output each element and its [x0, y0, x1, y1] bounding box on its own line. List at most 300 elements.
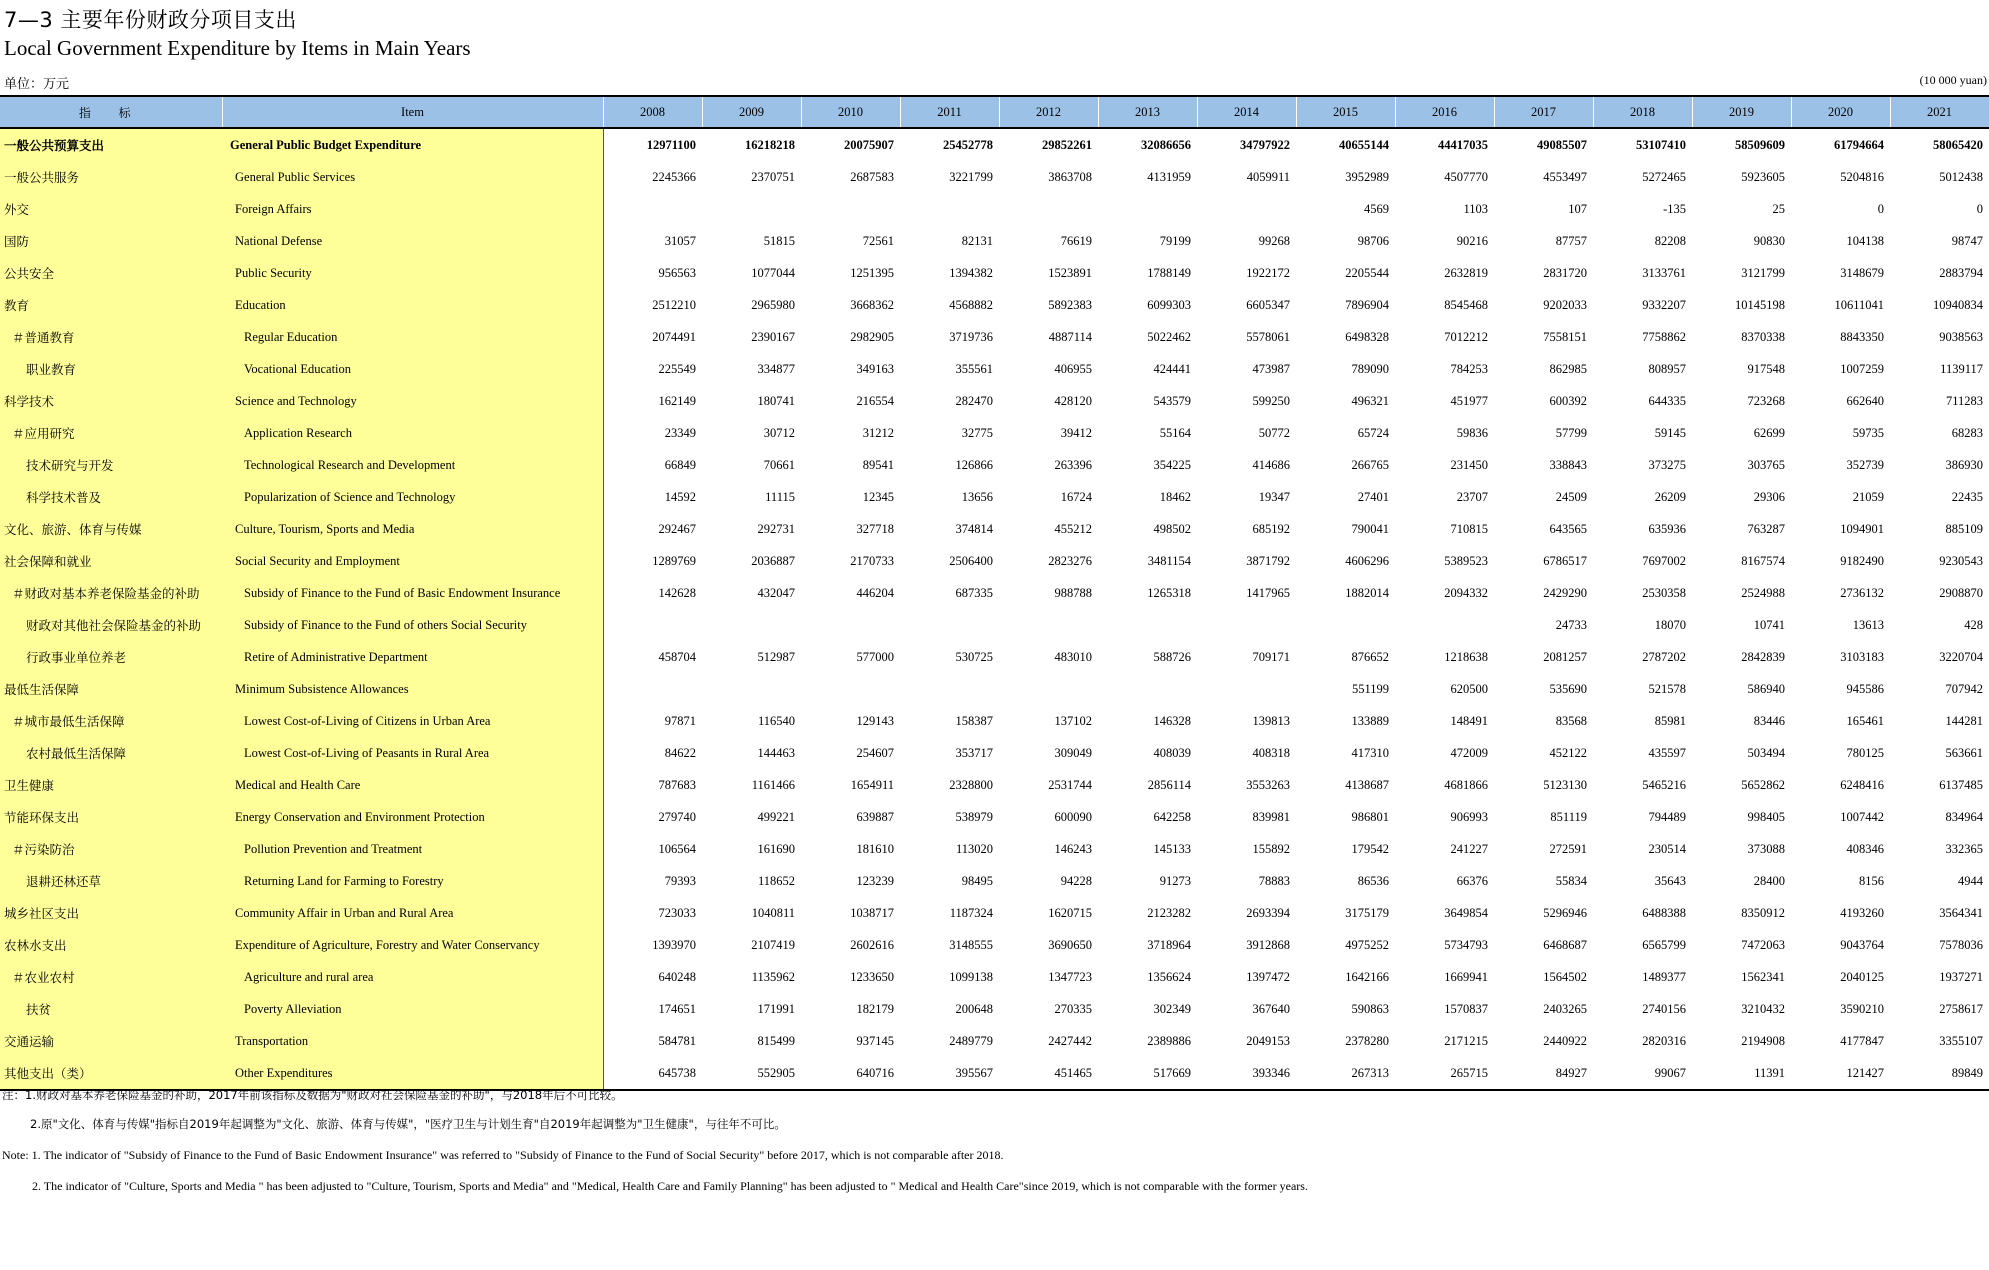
table-cell-value: 2787202 [1642, 649, 1686, 664]
table-cell-value: 97871 [664, 713, 696, 728]
row-indicator-cn: ＃普通教育 [0, 321, 222, 353]
table-cell-value: 3952989 [1345, 169, 1389, 184]
table-cell-value: 59145 [1654, 425, 1686, 440]
table-cell-value: 5578061 [1246, 329, 1290, 344]
table-cell-value: 327718 [856, 521, 894, 536]
header-year: 2021 [1890, 96, 1989, 128]
table-cell-value: 20075907 [844, 137, 894, 152]
table-cell-value: 2982905 [850, 329, 894, 344]
row-item-en: Application Research [222, 417, 603, 449]
row-indicator-cn: 一般公共预算支出 [0, 128, 222, 161]
table-cell-value: 834964 [1945, 809, 1983, 824]
table-cell-value: 66376 [1456, 873, 1488, 888]
table-cell-value: 84622 [664, 745, 696, 760]
table-cell-value: 552905 [702, 1057, 801, 1090]
table-cell-value: 986801 [1351, 809, 1389, 824]
table-cell-value: 3553263 [1246, 777, 1290, 792]
table-cell-value: 231450 [1450, 457, 1488, 472]
table-cell-value: 267313 [1296, 1057, 1395, 1090]
table-cell-value: 2524988 [1741, 585, 1785, 600]
table-cell-value: 5012438 [1939, 169, 1983, 184]
table-cell-value: 9182490 [1840, 553, 1884, 568]
row-item-en: Education [222, 289, 603, 321]
table-cell-value: 543579 [1153, 393, 1191, 408]
table-row [0, 1025, 1989, 1057]
table-cell-value: 303765 [1747, 457, 1785, 472]
table-cell-value: 2194908 [1741, 1033, 1785, 1048]
table-cell-value: 270335 [1054, 1001, 1092, 1016]
table-cell-value [900, 673, 999, 705]
table-cell-value: 432047 [757, 585, 795, 600]
table-cell-value [1197, 673, 1296, 705]
table-cell-value: 116540 [757, 713, 795, 728]
table-row [0, 513, 1989, 545]
table-cell-value [801, 673, 900, 705]
table-cell-value: 84927 [1494, 1057, 1593, 1090]
header-item: Item [222, 96, 603, 128]
table-cell-value: 58509609 [1735, 137, 1785, 152]
table-cell-value: 3148679 [1840, 265, 1884, 280]
table-cell-value: 4568882 [949, 297, 993, 312]
table-cell-value: 7697002 [1642, 553, 1686, 568]
table-cell-value: 32775 [961, 425, 993, 440]
table-cell-value: 7896904 [1345, 297, 1389, 312]
header-year: 2009 [702, 96, 801, 128]
row-item-en: Poverty Alleviation [222, 993, 603, 1025]
table-cell-value: 483010 [1054, 649, 1092, 664]
table-cell-value: 129143 [856, 713, 894, 728]
table-cell-value: 83568 [1555, 713, 1587, 728]
table-cell-value: 3718964 [1147, 937, 1191, 952]
table-row [0, 769, 1989, 801]
row-indicator-cn: ＃城市最低生活保障 [0, 705, 222, 737]
row-item-en: Culture, Tourism, Sports and Media [222, 513, 603, 545]
table-cell-value: 499221 [757, 809, 795, 824]
row-indicator-cn: 卫生健康 [0, 769, 222, 801]
table-cell-value: 1570837 [1444, 1001, 1488, 1016]
table-cell-value: 588726 [1153, 649, 1191, 664]
table-cell-value: 988788 [1054, 585, 1092, 600]
table-cell-value: 4138687 [1345, 777, 1389, 792]
row-item-en: Subsidy of Finance to the Fund of Basic Endowment Insurance [222, 577, 603, 609]
row-indicator-cn: ＃应用研究 [0, 417, 222, 449]
table-cell-value: 5022462 [1147, 329, 1191, 344]
table-cell-value: 2856114 [1147, 777, 1191, 792]
table-cell-value: 59836 [1456, 425, 1488, 440]
table-cell-value: 90830 [1753, 233, 1785, 248]
table-cell-value: 5734793 [1444, 937, 1488, 952]
table-cell-value: 123239 [856, 873, 894, 888]
table-cell-value: 16218218 [745, 137, 795, 152]
row-item-en: Regular Education [222, 321, 603, 353]
table-cell-value: 1139117 [1940, 361, 1983, 376]
table-cell-value: 1077044 [751, 265, 795, 280]
table-cell-value: 3133761 [1642, 265, 1686, 280]
table-cell-value: 2205544 [1345, 265, 1389, 280]
table-cell-value: 302349 [1153, 1001, 1191, 1016]
table-cell-value: 3590210 [1840, 1001, 1884, 1016]
table-cell-value: 685192 [1252, 521, 1290, 536]
table-cell-value: 144281 [1945, 713, 1983, 728]
table-cell-value: 28400 [1753, 873, 1785, 888]
table-cell-value: 2040125 [1840, 969, 1884, 984]
table-cell-value: 2328800 [949, 777, 993, 792]
table-cell-value: 55164 [1159, 425, 1191, 440]
table-cell-value: 35643 [1654, 873, 1686, 888]
table-cell-value: 266765 [1351, 457, 1389, 472]
row-item-en: Social Security and Employment [222, 545, 603, 577]
table-cell-value: 2530358 [1642, 585, 1686, 600]
table-cell-value: 424441 [1153, 361, 1191, 376]
table-cell-value: 1356624 [1147, 969, 1191, 984]
table-cell-value: 2427442 [1048, 1033, 1092, 1048]
table-cell-value: 2758617 [1939, 1001, 1983, 1016]
table-cell-value: 332365 [1945, 841, 1983, 856]
table-cell-value: 2123282 [1147, 905, 1191, 920]
header-year: 2020 [1791, 96, 1890, 128]
table-cell-value: 452122 [1549, 745, 1587, 760]
table-cell-value: 57799 [1555, 425, 1587, 440]
table-cell-value: 6488388 [1642, 905, 1686, 920]
table-cell-value: 62699 [1753, 425, 1785, 440]
table-cell-value [603, 609, 702, 641]
row-indicator-cn: 财政对其他社会保险基金的补助 [0, 609, 222, 641]
table-cell-value: 3103183 [1840, 649, 1884, 664]
table-cell-value: 137102 [1054, 713, 1092, 728]
table-cell-value: 1038717 [850, 905, 894, 920]
row-item-en: Pollution Prevention and Treatment [222, 833, 603, 865]
table-cell-value: 2403265 [1543, 1001, 1587, 1016]
table-cell-value: 2908870 [1939, 585, 1983, 600]
table-cell-value: 104138 [1846, 233, 1884, 248]
table-cell-value: 6565799 [1642, 937, 1686, 952]
table-cell-value: 4507770 [1444, 169, 1488, 184]
table-cell-value: 29852261 [1042, 137, 1092, 152]
table-cell-value: 451977 [1450, 393, 1488, 408]
table-cell-value: 2107419 [751, 937, 795, 952]
table-cell-value: 5389523 [1444, 553, 1488, 568]
table-cell-value: 2489779 [949, 1033, 993, 1048]
table-cell-value: 24509 [1555, 489, 1587, 504]
table-cell-value [702, 609, 801, 641]
table-cell-value: 50772 [1258, 425, 1290, 440]
table-cell-value: 82208 [1654, 233, 1686, 248]
table-cell-value: 40655144 [1339, 137, 1389, 152]
table-cell-value: 265715 [1395, 1057, 1494, 1090]
note-cn-2: 2.原"文化、体育与传媒"指标自2019年起调整为"文化、旅游、体育与传媒"，"医疗卫生与计划生育"自2019年起调整为"卫生健康"，与往年不可比。 [30, 1117, 786, 1131]
table-cell-value: 1393970 [652, 937, 696, 952]
row-item-en: Other Expenditures [222, 1057, 603, 1090]
table-cell-value: 1564502 [1543, 969, 1587, 984]
table-cell-value [1197, 609, 1296, 641]
table-cell-value: 373275 [1648, 457, 1686, 472]
expenditure-table [0, 95, 1989, 1091]
row-indicator-cn: ＃污染防治 [0, 833, 222, 865]
table-cell-value: 780125 [1846, 745, 1884, 760]
table-cell-value: 2171215 [1444, 1033, 1488, 1048]
table-cell-value: 723268 [1747, 393, 1785, 408]
table-cell-value [900, 609, 999, 641]
table-cell-value: 517669 [1098, 1057, 1197, 1090]
table-cell-value: 352739 [1846, 457, 1884, 472]
table-cell-value: 145133 [1153, 841, 1191, 856]
row-indicator-cn: 城乡社区支出 [0, 897, 222, 929]
table-cell-value: 107 [1568, 201, 1587, 216]
table-cell-value: 635936 [1648, 521, 1686, 536]
table-cell-value: 414686 [1252, 457, 1290, 472]
table-cell-value: 551199 [1351, 681, 1389, 696]
table-cell-value: 179542 [1351, 841, 1389, 856]
table-cell-value: 643565 [1549, 521, 1587, 536]
table-cell-value: 1187324 [949, 905, 993, 920]
table-row [0, 417, 1989, 449]
table-cell-value: 31212 [862, 425, 894, 440]
row-item-en: Lowest Cost-of-Living of Peasants in Rural Area [222, 737, 603, 769]
table-row [0, 737, 1989, 769]
table-cell-value [999, 609, 1098, 641]
table-cell-value: 76619 [1060, 233, 1092, 248]
table-cell-value: 200648 [955, 1001, 993, 1016]
table-cell-value: 5123130 [1543, 777, 1587, 792]
table-cell-value: 58065420 [1933, 137, 1983, 152]
table-cell-value: 642258 [1153, 809, 1191, 824]
table-cell-value: 386930 [1945, 457, 1983, 472]
table-cell-value: 6468687 [1543, 937, 1587, 952]
row-indicator-cn: 国防 [0, 225, 222, 257]
table-cell-value: 839981 [1252, 809, 1290, 824]
table-cell-value: 10611041 [1834, 297, 1884, 312]
row-indicator-cn: 外交 [0, 193, 222, 225]
table-cell-value: 98706 [1357, 233, 1389, 248]
row-indicator-cn: 农林水支出 [0, 929, 222, 961]
table-cell-value: 1099138 [949, 969, 993, 984]
table-cell-value: 98747 [1951, 233, 1983, 248]
table-cell-value: 4059911 [1246, 169, 1290, 184]
row-item-en: Foreign Affairs [222, 193, 603, 225]
header-year: 2011 [900, 96, 999, 128]
table-cell-value: 29306 [1753, 489, 1785, 504]
table-cell-value: 292467 [658, 521, 696, 536]
row-indicator-cn: 扶贫 [0, 993, 222, 1025]
table-cell-value: 78883 [1258, 873, 1290, 888]
row-indicator-cn: 技术研究与开发 [0, 449, 222, 481]
table-cell-value: 272591 [1549, 841, 1587, 856]
row-indicator-cn: ＃财政对基本养老保险基金的补助 [0, 577, 222, 609]
row-item-en: Transportation [222, 1025, 603, 1057]
table-cell-value: 428 [1964, 617, 1983, 632]
table-cell-value: 158387 [955, 713, 993, 728]
table-cell-value: 7578036 [1939, 937, 1983, 952]
table-cell-value: 86536 [1357, 873, 1389, 888]
table-cell-value: 0 [1877, 201, 1884, 216]
table-cell-value: 2506400 [949, 553, 993, 568]
table-cell-value: 22435 [1951, 489, 1983, 504]
table-cell-value: 620500 [1450, 681, 1488, 696]
table-cell-value: 5923605 [1741, 169, 1785, 184]
table-cell-value [1098, 193, 1197, 225]
table-row [0, 673, 1989, 705]
row-item-en: Technological Research and Development [222, 449, 603, 481]
table-cell-value: 600090 [1054, 809, 1092, 824]
table-cell-value: 34797922 [1240, 137, 1290, 152]
table-cell-value: 3481154 [1147, 553, 1191, 568]
table-cell-value: 3175179 [1345, 905, 1389, 920]
table-cell-value: 7758862 [1642, 329, 1686, 344]
table-cell-value: 1233650 [850, 969, 894, 984]
table-cell-value: 8545468 [1444, 297, 1488, 312]
table-cell-value: 2693394 [1246, 905, 1290, 920]
table-cell-value: 428120 [1054, 393, 1092, 408]
table-cell-value: 309049 [1054, 745, 1092, 760]
table-cell-value: 395567 [900, 1057, 999, 1090]
header-year: 2014 [1197, 96, 1296, 128]
table-cell-value: 121427 [1791, 1057, 1890, 1090]
table-cell-value: 334877 [757, 361, 795, 376]
table-cell-value: 723033 [658, 905, 696, 920]
table-cell-value: 446204 [856, 585, 894, 600]
table-cell-value: 5652862 [1741, 777, 1785, 792]
table-cell-value: 640716 [801, 1057, 900, 1090]
table-cell-value: 148491 [1450, 713, 1488, 728]
table-cell-value: 393346 [1197, 1057, 1296, 1090]
table-cell-value: 13656 [961, 489, 993, 504]
table-cell-value: 8370338 [1741, 329, 1785, 344]
table-cell-value: 19347 [1258, 489, 1290, 504]
row-indicator-cn: 节能环保支出 [0, 801, 222, 833]
page-title-english: Local Government Expenditure by Items in Main Years [4, 36, 471, 60]
table-cell-value: 144463 [757, 745, 795, 760]
table-cell-value: 2823276 [1048, 553, 1092, 568]
table-cell-value: 65724 [1357, 425, 1389, 440]
table-cell-value: 79199 [1159, 233, 1191, 248]
table-cell-value: 7558151 [1543, 329, 1587, 344]
table-cell-value: 1788149 [1147, 265, 1191, 280]
table-cell-value: 282470 [955, 393, 993, 408]
table-cell-value: 9332207 [1642, 297, 1686, 312]
table-cell-value: 2370751 [751, 169, 795, 184]
row-item-en: Agriculture and rural area [222, 961, 603, 993]
table-cell-value: 3355107 [1939, 1033, 1983, 1048]
header-year: 2016 [1395, 96, 1494, 128]
table-cell-value: 1218638 [1444, 649, 1488, 664]
row-indicator-cn: 农村最低生活保障 [0, 737, 222, 769]
note-en-1: Note: 1. The indicator of "Subsidy of Finance to the Fund of Basic Endowment Insurance" was referred to "Subsidy of Finance to the Fund of Social Security" before 2017, which is not comparable after 2018. [2, 1148, 1004, 1162]
table-cell-value: 161690 [757, 841, 795, 856]
table-cell-value [1296, 609, 1395, 641]
table-cell-value: 3564341 [1939, 905, 1983, 920]
table-cell-value: 1135962 [751, 969, 795, 984]
table-cell-value: 2531744 [1048, 777, 1092, 792]
row-item-en: General Public Services [222, 161, 603, 193]
table-cell-value: 3690650 [1048, 937, 1092, 952]
table-cell-value [999, 673, 1098, 705]
table-cell-value: 174651 [658, 1001, 696, 1016]
table-cell-value: 644335 [1648, 393, 1686, 408]
table-cell-value: 254607 [856, 745, 894, 760]
table-cell-value: 355561 [955, 361, 993, 376]
table-cell-value: 4131959 [1147, 169, 1191, 184]
table-cell-value: 87757 [1555, 233, 1587, 248]
table-row [0, 321, 1989, 353]
table-cell-value: 789090 [1351, 361, 1389, 376]
row-item-en: Popularization of Science and Technology [222, 481, 603, 513]
table-cell-value: 39412 [1060, 425, 1092, 440]
table-cell-value: 374814 [955, 521, 993, 536]
page-title-chinese: 7—3 主要年份财政分项目支出 [4, 8, 297, 32]
table-cell-value: 538979 [955, 809, 993, 824]
header-year: 2012 [999, 96, 1098, 128]
table-cell-value: 1251395 [850, 265, 894, 280]
table-cell-value: 30712 [763, 425, 795, 440]
table-cell-value: 790041 [1351, 521, 1389, 536]
table-cell-value: 794489 [1648, 809, 1686, 824]
table-cell-value: 1161466 [751, 777, 795, 792]
table-cell-value: 373088 [1747, 841, 1785, 856]
table-cell-value: 7472063 [1741, 937, 1785, 952]
table-cell-value: 32086656 [1141, 137, 1191, 152]
table-cell-value: 55834 [1555, 873, 1587, 888]
table-cell-value: 2740156 [1642, 1001, 1686, 1016]
table-cell-value: 8156 [1859, 873, 1884, 888]
table-row [0, 449, 1989, 481]
table-cell-value: 711283 [1945, 393, 1983, 408]
table-cell-value [801, 609, 900, 641]
row-item-en: Expenditure of Agriculture, Forestry and Water Conservancy [222, 929, 603, 961]
table-cell-value: 23349 [664, 425, 696, 440]
table-row [0, 961, 1989, 993]
table-cell-value: 165461 [1846, 713, 1884, 728]
table-cell-value [999, 193, 1098, 225]
table-cell-value: 417310 [1351, 745, 1389, 760]
table-row [0, 481, 1989, 513]
header-year: 2017 [1494, 96, 1593, 128]
table-cell-value: 18462 [1159, 489, 1191, 504]
table-cell-value: 458704 [658, 649, 696, 664]
table-cell-value: 99268 [1258, 233, 1290, 248]
table-cell-value: 3668362 [850, 297, 894, 312]
table-cell-value: 2736132 [1840, 585, 1884, 600]
table-cell-value: 876652 [1351, 649, 1389, 664]
table-row [0, 257, 1989, 289]
table-cell-value: 142628 [658, 585, 696, 600]
table-cell-value: 498502 [1153, 521, 1191, 536]
table-cell-value: 584781 [658, 1033, 696, 1048]
table-row [0, 353, 1989, 385]
table-cell-value: 353717 [955, 745, 993, 760]
table-cell-value: 1007259 [1840, 361, 1884, 376]
table-cell-value: 146243 [1054, 841, 1092, 856]
table-cell-value: 61794664 [1834, 137, 1884, 152]
table-cell-value: 16724 [1060, 489, 1092, 504]
header-year: 2010 [801, 96, 900, 128]
table-cell-value: 1620715 [1048, 905, 1092, 920]
table-cell-value: 2389886 [1147, 1033, 1191, 1048]
table-cell-value: 6248416 [1840, 777, 1884, 792]
table-row [0, 609, 1989, 641]
table-cell-value: 1642166 [1345, 969, 1389, 984]
table-cell-value: 472009 [1450, 745, 1488, 760]
table-cell-value: 83446 [1753, 713, 1785, 728]
row-item-en: Lowest Cost-of-Living of Citizens in Urban Area [222, 705, 603, 737]
table-cell-value: 68283 [1951, 425, 1983, 440]
row-item-en: Minimum Subsistence Allowances [222, 673, 603, 705]
table-cell-value: 408039 [1153, 745, 1191, 760]
table-cell-value: 126866 [955, 457, 993, 472]
table-cell-value: 230514 [1648, 841, 1686, 856]
table-cell-value: 3148555 [949, 937, 993, 952]
table-cell-value: 4681866 [1444, 777, 1488, 792]
table-cell-value: 1347723 [1048, 969, 1092, 984]
